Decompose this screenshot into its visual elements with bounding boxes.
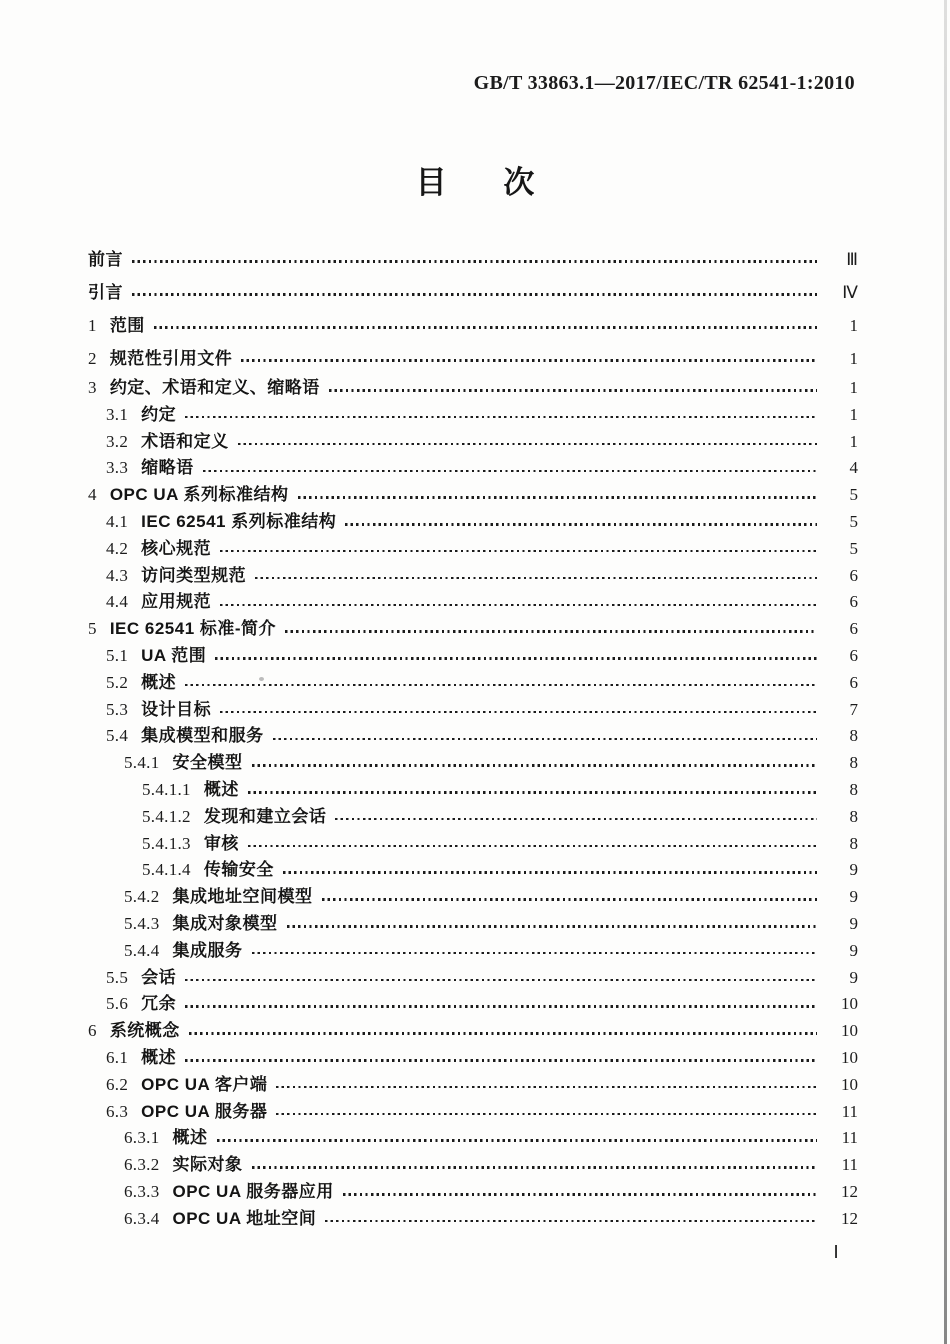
toc-entry-page: 5: [849, 485, 858, 505]
dotted-leader: [220, 711, 817, 714]
toc-entry-number: 3: [88, 378, 97, 397]
toc-entry-number: 6.3.4: [124, 1208, 160, 1228]
standard-code-header: GB/T 33863.1—2017/IEC/TR 62541-1:2010: [473, 72, 855, 94]
toc-entry: [88, 1152, 858, 1179]
toc-entry-number: 4.3: [106, 565, 129, 585]
toc-entry-title: 审核: [203, 833, 239, 853]
toc-entry-page: 8: [849, 753, 858, 773]
toc-entry-number: 5.4.1: [124, 753, 160, 773]
dotted-leader: [255, 577, 817, 580]
toc-entry: [88, 1045, 858, 1072]
toc-entry-title: OPC UA 地址空间: [172, 1208, 317, 1228]
dotted-leader: [335, 818, 817, 821]
toc-entry: [88, 589, 858, 616]
dotted-leader: [132, 293, 817, 296]
toc-entry-page: 1: [849, 378, 858, 397]
dotted-leader: [132, 260, 817, 263]
dotted-leader: [217, 1139, 818, 1142]
dotted-leader: [185, 684, 817, 687]
toc-entry-page: Ⅲ: [846, 250, 858, 269]
toc-entry: [88, 455, 858, 482]
toc-entry-page: 10: [841, 1047, 858, 1067]
toc-entry: [88, 536, 858, 563]
toc-entry-number: 5.4.2: [124, 887, 160, 907]
dotted-leader: [203, 470, 817, 473]
toc-entry: [88, 777, 858, 804]
toc-entry: [88, 482, 858, 509]
toc-entry-number: 5.5: [106, 967, 129, 987]
toc-entry-number: 4: [88, 485, 97, 505]
toc-entry-number: 4.2: [106, 538, 129, 558]
toc-entry-title: 访问类型规范: [141, 565, 247, 585]
dotted-leader: [189, 1032, 817, 1035]
toc-entry-title: 应用规范: [141, 592, 212, 612]
toc-entry-title: 会话: [141, 967, 177, 987]
toc-entry-title: 传输安全: [203, 860, 274, 880]
toc-entry: [88, 1099, 858, 1126]
toc-entry: [88, 509, 858, 536]
toc-entry-number: 5.4.1.4: [142, 860, 191, 880]
toc-entry-page: 4: [849, 458, 858, 478]
toc-entry-page: 10: [841, 1021, 858, 1041]
toc-entry-title: 安全模型: [172, 753, 243, 773]
dotted-leader: [248, 845, 817, 848]
dotted-leader: [241, 359, 817, 362]
dotted-leader: [322, 898, 818, 901]
toc-entry-title: 前言: [88, 250, 123, 269]
dotted-leader: [252, 1166, 818, 1169]
toc-entry: [88, 911, 858, 938]
dotted-leader: [220, 604, 817, 607]
toc-entry-title: 缩略语: [141, 458, 194, 478]
toc-entry-page: 9: [849, 940, 858, 960]
toc-entry-page: 9: [849, 887, 858, 907]
toc-entry: [88, 276, 858, 309]
toc-entry-title: 概述: [141, 1047, 177, 1067]
toc-entry-page: 8: [849, 806, 858, 826]
dotted-leader: [252, 764, 818, 767]
toc-entry-page: 6: [849, 592, 858, 612]
toc-entry-page: 5: [849, 538, 858, 558]
toc-entry-number: 1: [88, 316, 97, 335]
scan-speck: [259, 677, 264, 681]
toc-entry-page: 1: [849, 404, 858, 424]
toc-entry-page: 11: [841, 1128, 858, 1148]
dotted-leader: [276, 1113, 817, 1116]
dotted-leader: [185, 1005, 817, 1008]
toc-entry-page: 12: [841, 1181, 858, 1201]
toc-entry-number: 6.3.1: [124, 1128, 160, 1148]
toc-entry: [88, 938, 858, 965]
scan-edge: [944, 0, 947, 1344]
toc-entry: [88, 1125, 858, 1152]
toc-entry-number: 6.3.2: [124, 1155, 160, 1175]
toc-entry-number: 5.4: [106, 726, 129, 746]
toc-entry-title: 集成服务: [172, 940, 243, 960]
toc-entry-page: 5: [849, 511, 858, 531]
toc-entry: [88, 429, 858, 456]
toc-entry-number: 6.1: [106, 1047, 129, 1067]
toc-entry: [88, 243, 858, 276]
toc-entry-number: 5.3: [106, 699, 129, 719]
toc-entry-number: 6.2: [106, 1074, 129, 1094]
toc-entry-number: 5.4.1.2: [142, 806, 191, 826]
toc-entry-number: 5.4.3: [124, 913, 160, 933]
toc-entry-title: 集成模型和服务: [141, 726, 264, 746]
toc-list: [88, 243, 858, 1233]
toc-entry-number: 3.3: [106, 458, 129, 478]
toc-entry-page: 10: [841, 1074, 858, 1094]
toc-entry-page: 9: [849, 913, 858, 933]
dotted-leader: [283, 871, 817, 874]
toc-entry-number: 5: [88, 619, 97, 639]
toc-entry-title: 发现和建立会话: [203, 806, 327, 826]
toc-entry-page: 7: [849, 699, 858, 719]
toc-entry-title: IEC 62541 系列标准结构: [141, 511, 337, 531]
dotted-leader: [220, 550, 817, 553]
toc-entry-page: 1: [849, 349, 858, 368]
toc-entry-page: 1: [849, 316, 858, 335]
dotted-leader: [329, 389, 817, 392]
toc-entry-page: 6: [849, 672, 858, 692]
toc-entry-number: 6.3.3: [124, 1181, 160, 1201]
toc-entry-number: 4.1: [106, 511, 129, 531]
dotted-leader: [276, 1086, 817, 1089]
toc-entry-title: OPC UA 服务器应用: [172, 1181, 334, 1201]
toc-entry-title: 系统概念: [109, 1021, 180, 1041]
toc-entry-page: 12: [841, 1208, 858, 1228]
toc-entry: [88, 965, 858, 992]
dotted-leader: [215, 657, 817, 660]
toc-entry-title: 概述: [172, 1128, 208, 1148]
toc-entry-number: 5.4.1.3: [142, 833, 191, 853]
toc-entry-page: 6: [849, 565, 858, 585]
dotted-leader: [345, 523, 817, 526]
toc-entry-title: IEC 62541 标准-简介: [109, 619, 277, 639]
toc-entry-page: 8: [849, 833, 858, 853]
toc-entry-title: 约定、术语和定义、缩略语: [109, 378, 320, 397]
toc-entry: [88, 309, 858, 342]
toc-entry: [88, 1018, 858, 1045]
toc-entry-title: 引言: [88, 283, 123, 302]
toc-entry-number: 3.1: [106, 404, 129, 424]
toc-entry: [88, 402, 858, 429]
dotted-leader: [248, 791, 817, 794]
toc-entry: [88, 697, 858, 724]
dotted-leader: [185, 1059, 817, 1062]
dotted-leader: [185, 416, 817, 419]
dotted-leader: [238, 443, 817, 446]
toc-entry-page: Ⅳ: [842, 283, 858, 302]
toc-entry-title: 集成对象模型: [172, 913, 278, 933]
toc-entry-title: 核心规范: [141, 538, 212, 558]
toc-entry: [88, 884, 858, 911]
dotted-leader: [298, 496, 817, 499]
folio-page-number: Ⅰ: [833, 1242, 839, 1262]
toc-entry: [88, 1072, 858, 1099]
dotted-leader: [325, 1220, 817, 1223]
toc-entry: [88, 723, 858, 750]
page-title: 目 次: [415, 165, 535, 200]
toc-entry-title: 冗余: [141, 994, 177, 1014]
toc-entry: [88, 375, 858, 402]
toc-entry-page: 1: [849, 431, 858, 451]
toc-entry-title: OPC UA 客户端: [141, 1074, 268, 1094]
toc-entry-number: 4.4: [106, 592, 129, 612]
toc-entry: [88, 804, 858, 831]
toc-entry-page: 10: [841, 994, 858, 1014]
toc-entry-number: 5.6: [106, 994, 129, 1014]
toc-entry-title: 规范性引用文件: [109, 349, 233, 368]
dotted-leader: [252, 952, 818, 955]
toc-entry-page: 9: [849, 967, 858, 987]
toc-entry-page: 8: [849, 779, 858, 799]
toc-entry-title: 集成地址空间模型: [172, 887, 313, 907]
toc-entry-number: 5.2: [106, 672, 129, 692]
dotted-leader: [285, 630, 817, 633]
toc-entry: [88, 750, 858, 777]
toc-entry: [88, 857, 858, 884]
toc-entry: [88, 563, 858, 590]
toc-entry-page: 6: [849, 645, 858, 665]
dotted-leader: [154, 326, 817, 329]
toc-entry: [88, 616, 858, 643]
toc-entry: [88, 1206, 858, 1233]
toc-entry-title: 实际对象: [172, 1155, 243, 1175]
dotted-leader: [273, 738, 817, 741]
toc-entry: [88, 1179, 858, 1206]
toc-entry-page: 9: [849, 860, 858, 880]
toc-entry-page: 11: [841, 1155, 858, 1175]
toc-entry-page: 11: [841, 1101, 858, 1121]
dotted-leader: [185, 979, 817, 982]
toc-entry-title: OPC UA 服务器: [141, 1101, 268, 1121]
toc-entry: [88, 670, 858, 697]
toc-entry-number: 6: [88, 1021, 97, 1041]
toc-entry-title: UA 范围: [141, 645, 207, 665]
toc-entry-page: 6: [849, 619, 858, 639]
toc-entry-title: 约定: [141, 404, 177, 424]
toc-entry-number: 5.1: [106, 645, 129, 665]
toc-entry-title: 范围: [109, 316, 145, 335]
toc-entry: [88, 831, 858, 858]
toc-entry-title: OPC UA 系列标准结构: [109, 485, 289, 505]
toc-entry-title: 设计目标: [141, 699, 212, 719]
toc-entry-number: 3.2: [106, 431, 129, 451]
dotted-leader: [287, 925, 818, 928]
toc-entry-title: 术语和定义: [141, 431, 229, 451]
toc-entry-title: 概述: [141, 672, 177, 692]
toc-entry: [88, 991, 858, 1018]
toc-entry-page: 8: [849, 726, 858, 746]
dotted-leader: [343, 1193, 817, 1196]
toc-entry: [88, 643, 858, 670]
toc-entry-title: 概述: [203, 779, 239, 799]
toc-entry-number: 6.3: [106, 1101, 129, 1121]
toc-entry-number: 5.4.4: [124, 940, 160, 960]
toc-entry-number: 5.4.1.1: [142, 779, 191, 799]
toc-entry: [88, 342, 858, 375]
toc-entry-number: 2: [88, 349, 97, 368]
